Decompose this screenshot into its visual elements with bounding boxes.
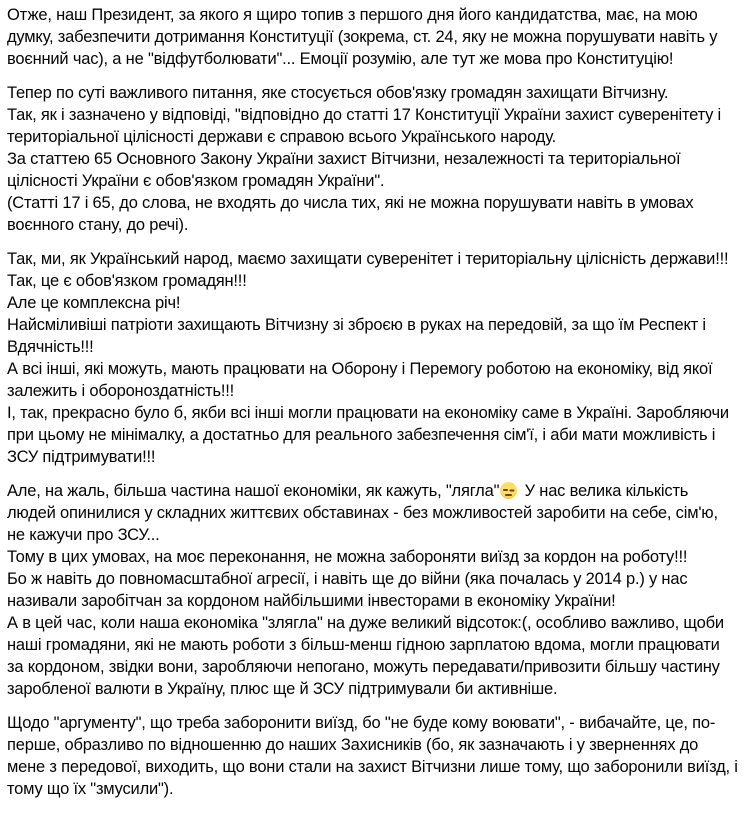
post-line: Тому в цих умовах, на моє переконання, не можна забороняти виїзд за кордон на роботу!!!	[7, 548, 688, 566]
post-paragraph	[7, 480, 738, 700]
post-line: Тепер по суті важливого питання, яке стосується обов'язку громадян захищати Вітчизну.	[7, 84, 669, 102]
post-line: Але це комплексна річ!	[7, 294, 181, 312]
post-paragraph	[7, 248, 738, 468]
post-line: Але, на жаль, більша частина нашої економіки, як кажуть, "лягла" У нас велика кількість людей опинилися у складних життєвих обставинах - без можливостей заробити на себе, сім'ю, не кажучи про ЗСУ...	[7, 482, 718, 544]
post-line: Щодо "аргументу", що треба заборонити виїзд, бо "не буде кому воювати", - вибачайте, це, по-перше, образливо по відношенню до наших Захисників (бо, як зазначають і у зверненнях до мене з передової, виходить, що вони стали на захист Вітчизни лише тому, що заборонили виїзд, і тому що їх "змусили").	[7, 714, 738, 798]
post-line: За статтею 65 Основного Закону України захист Вітчизни, незалежності та територіальної цілісності України є обов'язком громадян України".	[7, 150, 681, 190]
post-line: Так, ми, як Український народ, маємо захищати суверенітет і територіальну цілісність держави!!! Так, це є обов'язком громадян!!!	[7, 250, 729, 290]
post-paragraph	[7, 82, 738, 236]
post-paragraph	[7, 712, 738, 800]
post-line: Бо ж навіть до повномасштабної агресії, і навіть ще до війни (яка почалась у 2014 р.) у нас називали заробітчан за кордоном найбільшими інвесторами в економіку України!	[7, 570, 688, 610]
post-paragraph	[7, 4, 738, 70]
post-line: Отже, наш Президент, за якого я щиро топив з першого дня його кандидатства, має, на мою думку, забезпечити дотримання Конституції (зокрема, ст. 24, яку не можна порушувати навіть у воєнний час), а не "відфутболювати"... Емоції розумію, але тут же мова про Конституцію!	[7, 6, 718, 68]
post-line: Так, як і зазначено у відповіді, "відповідно до статті 17 Конституції України захист суверенітету і територіальної цілісності держави є справою всього Українського народу.	[7, 106, 722, 146]
post-line: А в цей час, коли наша економіка "злягла" на дуже великий відсоток:(, особливо важливо, щоби наші громадяни, які не мають роботи з більш-менш гідною зарплатою вдома, могли працювати за кордоном, звідки вони, заробляючи непогано, можуть передавати/привозити більшу частину заробленої валюти в Україну, плюс ще й ЗСУ підтримували би активніше.	[7, 614, 724, 698]
pensive-face-icon	[500, 482, 517, 499]
post-line: Найсміливіші патріоти захищають Вітчизну зі зброєю в руках на передовій, за що їм Респект і Вдячність!!!	[7, 316, 706, 356]
post-line: І, так, прекрасно було б, якби всі інші могли працювати на економіку саме в Україні. Заробляючи при цьому не мінімалку, а достатньо для реального забезпечення сім'ї, і аби мати можливість і ЗСУ підтримувати!!!	[7, 404, 729, 466]
post-line: А всі інші, які можуть, мають працювати на Оборону і Перемогу роботою на економіку, від якої залежить і обороноздатність!!!	[7, 360, 713, 400]
post-line: (Статті 17 і 65, до слова, не входять до числа тих, які не можна порушувати навіть в умовах воєнного стану, до речі).	[7, 194, 694, 234]
